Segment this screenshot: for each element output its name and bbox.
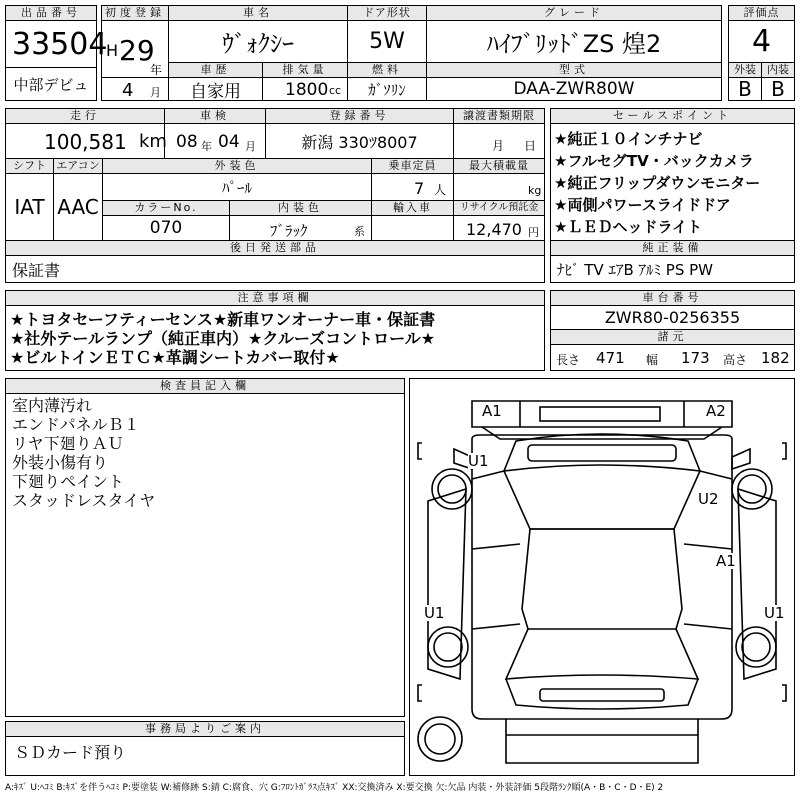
- interior-color-label: 内装色: [229, 200, 372, 216]
- inspection-month-unit: 月: [245, 140, 256, 153]
- lot-number-label: 出品番号: [5, 5, 97, 21]
- inspector-note: 室内薄汚れ: [12, 396, 93, 415]
- inspection-label: 車検: [164, 108, 266, 124]
- displacement: 1800: [285, 80, 329, 100]
- interior-grade: B: [761, 77, 795, 101]
- mileage: 100,581: [44, 130, 127, 154]
- mileage-label: 走行: [5, 108, 165, 124]
- load-box: [453, 173, 545, 201]
- chassis-number: ZWR80-0256355: [550, 305, 795, 330]
- interior-label: 内装: [761, 62, 795, 78]
- model-code: DAA-ZWR80W: [426, 77, 722, 101]
- damage-mark: A1: [482, 402, 502, 420]
- capacity-box: [371, 173, 454, 201]
- transfer-day-unit: 日: [524, 139, 537, 153]
- transfer-box: [453, 123, 545, 159]
- import-box: [371, 215, 454, 241]
- grade-label: グレード: [426, 5, 722, 21]
- damage-mark: A2: [706, 402, 726, 420]
- door-label: ドア形状: [347, 5, 427, 21]
- inspector-label: 検査員記入欄: [5, 378, 405, 394]
- grade: ﾊｲﾌﾞﾘｯﾄﾞZS 煌2: [426, 20, 722, 63]
- transfer-month-unit: 月: [492, 139, 505, 153]
- ac-label: エアコン: [53, 158, 103, 174]
- damage-diagram: [409, 378, 795, 776]
- inspector-note: リヤ下廻りＡＵ: [12, 434, 124, 453]
- recycle-unit: 円: [528, 226, 539, 239]
- capacity-label: 乗車定員: [371, 158, 454, 174]
- inspection-month: 04: [218, 132, 240, 152]
- color-no-label: カラーNo.: [102, 200, 230, 216]
- score-label: 評価点: [728, 5, 795, 21]
- capacity: 7: [414, 179, 425, 198]
- reg-year-unit: 年: [150, 63, 163, 77]
- sales-points-label: セールスポイント: [550, 108, 795, 124]
- height-label: 高さ: [723, 353, 748, 367]
- exterior-label: 外装: [728, 62, 762, 78]
- import-label: 輸入車: [371, 200, 454, 216]
- width: 173: [681, 349, 710, 367]
- score: 4: [728, 20, 795, 63]
- air-conditioner: AAC: [53, 173, 103, 241]
- first-reg-label: 初度登録: [101, 5, 169, 21]
- legend: A:ｷｽﾞ U:ﾍｺﾐ B:ｷｽﾞを伴うﾍｺﾐ P:要塗装 W:補修跡 S:錆 C:腐食、穴 G:ﾌﾛﾝﾄｶﾞﾗｽ点ｷｽﾞ XX:交換済み X:要交換 欠:欠品 内装・外装評価 5段階ﾗﾝｸ順(A・B・C・D・E) 2: [5, 783, 664, 793]
- shift: IAT: [5, 173, 54, 241]
- plate-label: 登録番号: [265, 108, 454, 124]
- damage-mark: U1: [764, 604, 785, 622]
- reg-month: 4: [122, 80, 134, 101]
- later-parts: 保証書: [5, 255, 545, 283]
- history-label: 車歴: [168, 62, 263, 78]
- sales-point-item: ★純正フリップダウンモニター: [554, 174, 761, 192]
- car-outline-diagram: [410, 379, 794, 775]
- dimensions-label: 諸元: [550, 329, 795, 345]
- caution-box: [5, 305, 545, 371]
- car-name: ｳﾞｫｸｼｰ: [168, 20, 348, 63]
- damage-mark: A1: [716, 552, 736, 570]
- height: 182: [761, 349, 790, 367]
- equipment-label: 純正装備: [550, 240, 795, 256]
- fuel: ｶﾞｿﾘﾝ: [347, 77, 427, 101]
- mileage-unit: km: [139, 131, 167, 152]
- era-letter: H: [106, 41, 119, 60]
- interior-color-box: [229, 215, 372, 241]
- lot-number: 33504: [5, 20, 97, 68]
- displacement-unit: cc: [329, 84, 342, 97]
- caution-line: ★社外テールランプ（純正車内）★クルーズコントロール★: [10, 329, 436, 348]
- load-label: 最大積載量: [453, 158, 545, 174]
- interior-color: ﾌﾞﾗｯｸ: [270, 222, 308, 240]
- chassis-label: 車台番号: [550, 290, 795, 306]
- length-label: 長さ: [556, 353, 581, 367]
- caution-line: ★トヨタセーフティーセンス★新車ワンオーナー車・保証書: [10, 310, 436, 329]
- seller-note: 中部デビュ: [5, 67, 97, 101]
- inspector-note: 外装小傷有り: [12, 453, 109, 472]
- exterior-grade: B: [728, 77, 762, 101]
- load-unit: kg: [528, 184, 542, 197]
- interior-color-suffix: 系: [354, 225, 365, 238]
- recycle-box: [453, 215, 545, 241]
- exterior-color: ﾊﾟｰﾙ: [102, 173, 372, 201]
- reg-month-box: [101, 77, 169, 101]
- mileage-box: [5, 123, 165, 159]
- caution-line: ★ビルトインＥＴＣ★革調シートカバー取付★: [10, 348, 340, 367]
- first-reg-box: [101, 20, 169, 78]
- inspector-note: スタッドレスタイヤ: [12, 491, 156, 510]
- capacity-unit: 人: [434, 183, 447, 197]
- recycle-label: リサイクル預託金: [453, 200, 545, 216]
- history: 自家用: [168, 77, 263, 101]
- office-label: 事務局よりご案内: [5, 721, 405, 737]
- plate-number: 新潟 330ﾂ8007: [265, 123, 454, 159]
- car-name-label: 車名: [168, 5, 348, 21]
- sales-point-item: ★ＬＥＤヘッドライト: [554, 218, 702, 236]
- inspection-year-unit: 年: [201, 140, 212, 153]
- inspection-box: [164, 123, 266, 159]
- damage-mark: U1: [424, 604, 445, 622]
- damage-mark: U2: [698, 490, 719, 508]
- inspection-year: 08: [176, 132, 198, 152]
- inspector-note: 下廻りペイント: [12, 472, 125, 491]
- sales-point-item: ★フルセグTV・バックカメラ: [554, 152, 754, 170]
- sales-point-item: ★両側パワースライドドア: [554, 196, 731, 214]
- later-parts-label: 後日発送部品: [5, 240, 545, 256]
- length: 471: [596, 349, 625, 367]
- fuel-label: 燃料: [347, 62, 427, 78]
- sales-points-box: [550, 123, 795, 241]
- reg-year: 29: [119, 34, 155, 67]
- recycle-fee: 12,470: [466, 220, 522, 239]
- inspector-notes: [5, 393, 405, 717]
- sales-point-item: ★純正１０インチナビ: [554, 130, 703, 148]
- displacement-box: [262, 77, 348, 101]
- dimensions-box: [550, 344, 795, 371]
- displacement-label: 排気量: [262, 62, 348, 78]
- shift-label: シフト: [5, 158, 54, 174]
- caution-label: 注意事項欄: [5, 290, 545, 306]
- inspector-note: エンドパネルＢ１: [12, 415, 140, 434]
- door-type: 5W: [347, 20, 427, 63]
- damage-mark: U1: [468, 452, 489, 470]
- office-note: ＳＤカード預り: [5, 736, 405, 776]
- color-label: 外装色: [102, 158, 372, 174]
- color-number: 070: [102, 215, 230, 241]
- transfer-label: 譲渡書類期限: [453, 108, 545, 124]
- reg-month-unit: 月: [150, 86, 161, 99]
- width-label: 幅: [646, 353, 659, 367]
- model-label: 型式: [426, 62, 722, 78]
- equipment: ﾅﾋﾞ TV ｴｱB ｱﾙﾐ PS PW: [550, 255, 795, 283]
